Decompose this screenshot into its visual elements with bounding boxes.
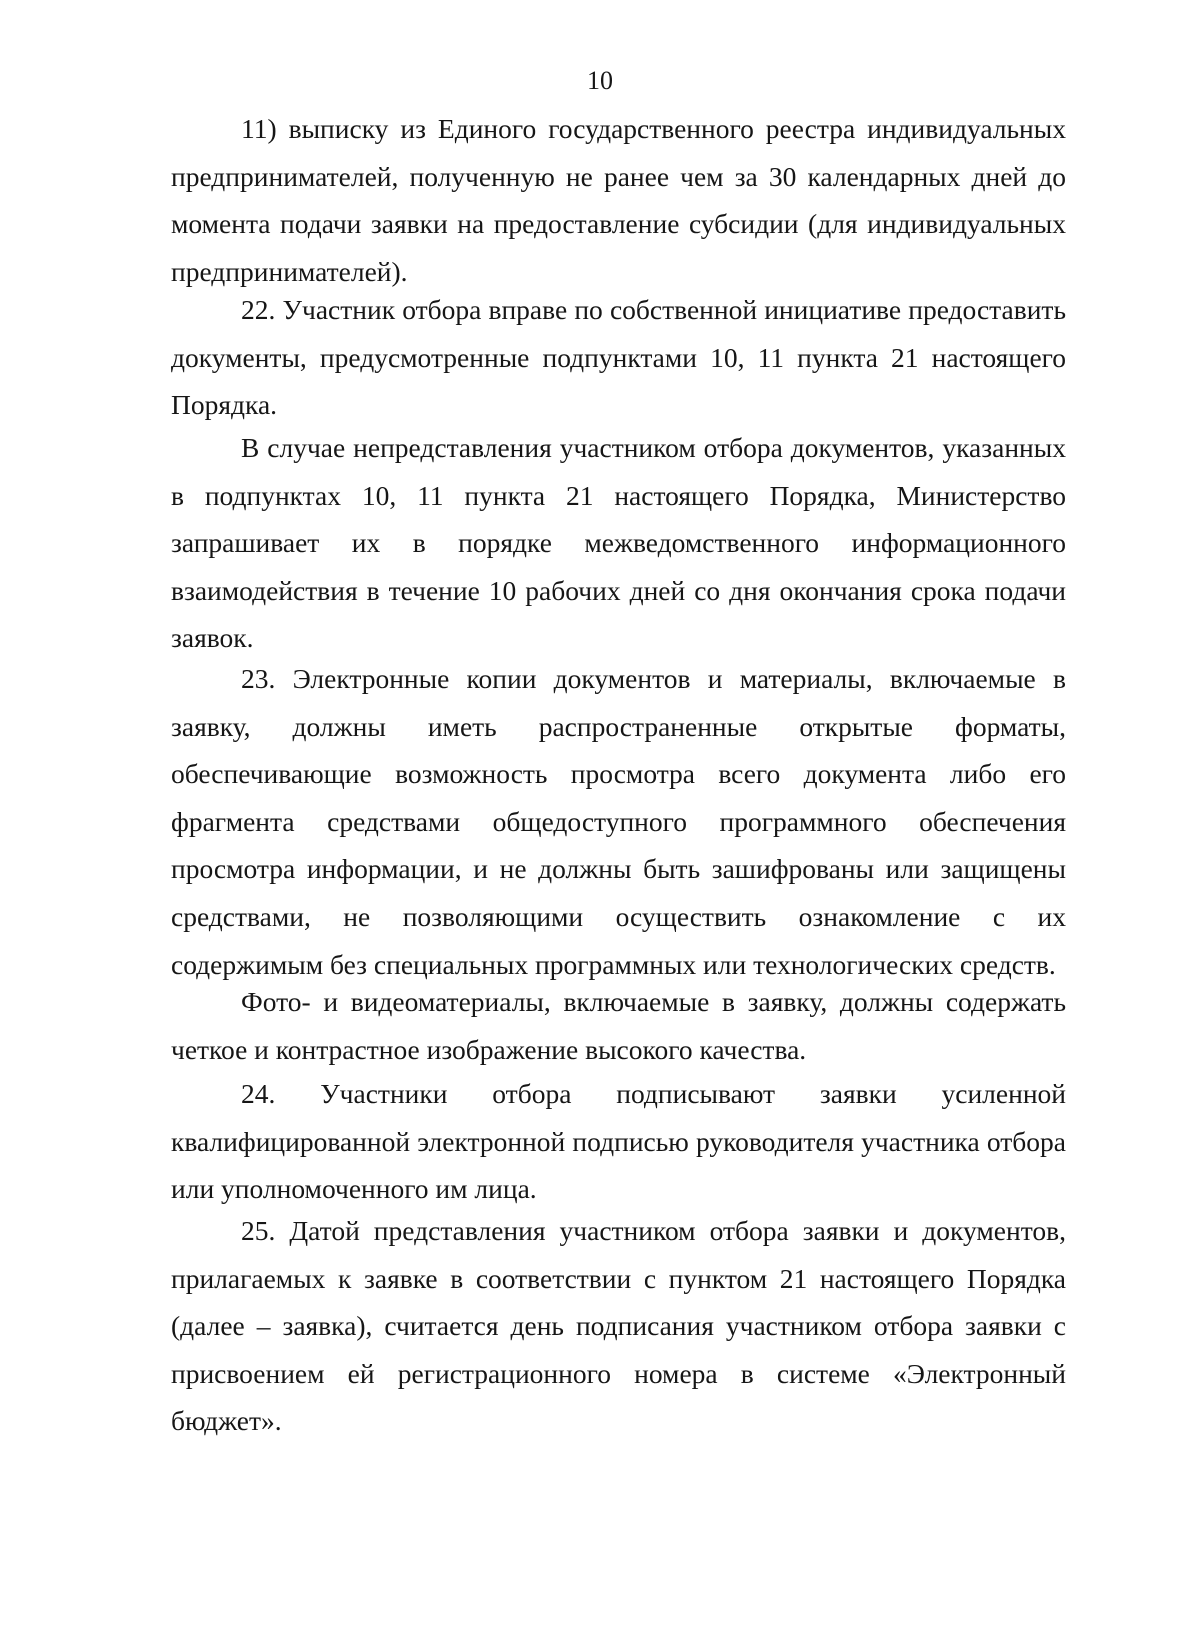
paragraph-text: В случае непредставления участником отбора документов, указанных в подпунктах 10, 11 пункта 21 настоящего Порядка, Министерство запрашивает их в порядке межведомственного информационного взаимодействия в течение 10 рабочих дней со дня окончания срока подачи заявок. <box>171 432 1066 654</box>
paragraph-item-25 <box>171 1207 1066 1445</box>
paragraph-text: 24. Участники отбора подписывают заявки усиленной квалифицированной электронной подписью руководителя участника отбора или уполномоченного им лица. <box>171 1078 1066 1205</box>
paragraph-text: 22. Участник отбора вправе по собственной инициативе предоставить документы, предусмотренные подпунктами 10, 11 пункта 21 настоящего Порядка. <box>171 294 1066 421</box>
paragraph-text: 11) выписку из Единого государственного реестра индивидуальных предпринимателей, полученную не ранее чем за 30 календарных дней до момента подачи заявки на предоставление субсидии (для индивидуальных предпринимателей). <box>171 113 1066 287</box>
page-number: 10 <box>587 66 613 95</box>
paragraph-item-23-media <box>171 978 1066 1073</box>
paragraph-item-24 <box>171 1070 1066 1213</box>
paragraph-text: 23. Электронные копии документов и материалы, включаемые в заявку, должны иметь распространенные открытые форматы, обеспечивающие возможность просмотра всего документа либо его фрагмента средствами общедоступного программного обеспечения просмотра информации, и не должны быть зашифрованы или защищены средствами, не позволяющими осуществить ознакомление с их содержимым без специальных программных или технологических средств. <box>171 663 1066 980</box>
paragraph-item-22 <box>171 286 1066 429</box>
paragraph-text: Фото- и видеоматериалы, включаемые в заявку, должны содержать четкое и контрастное изображение высокого качества. <box>171 986 1066 1065</box>
paragraph-item-22-missing-documents <box>171 424 1066 662</box>
paragraph-item-23 <box>171 655 1066 988</box>
paragraph-text: 25. Датой представления участником отбора заявки и документов, прилагаемых к заявке в соответствии с пунктом 21 настоящего Порядка (далее – заявка), считается день подписания участником отбора заявки с присвоением ей регистрационного номера в системе «Электронный бюджет». <box>171 1215 1066 1437</box>
paragraph-item-11 <box>171 105 1066 295</box>
